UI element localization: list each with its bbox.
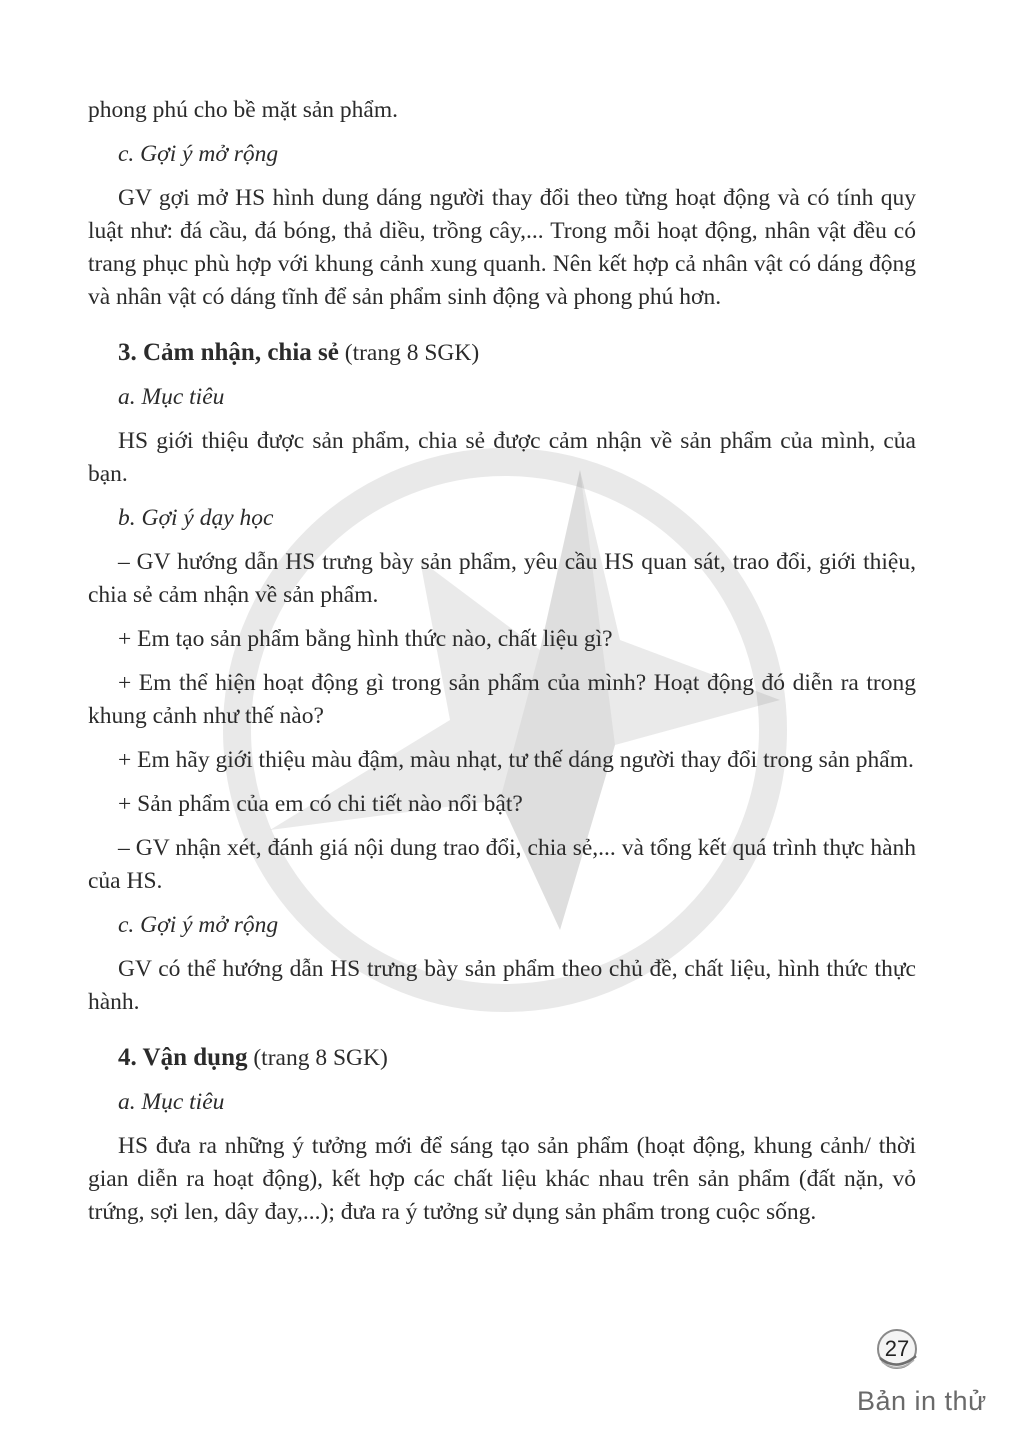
section-3-heading: [118, 336, 916, 370]
s3-b-item: – GV hướng dẫn HS trưng bày sản phẩm, yêu cầu HS quan sát, trao đổi, giới thiệu, chia sẻ cảm nhận về sản phẩm.: [88, 549, 916, 608]
page-content: [88, 94, 916, 1229]
s3-b-item: + Sản phẩm của em có chi tiết nào nổi bật?: [118, 791, 523, 817]
intro-line: phong phú cho bề mặt sản phẩm.: [88, 97, 399, 123]
s2-c-text: GV gợi mở HS hình dung dáng người thay đổi theo từng hoạt động và có tính quy luật như: đá cầu, đá bóng, thả diều, trồng cây,... Trong mỗi hoạt động, nhân vật đều có trang phục phù hợp với khung cảnh xung quanh. Nên kết hợp cả nhân vật có dáng động và nhân vật có dáng tĩnh để sản phẩm sinh động và phong phú hơn.: [88, 185, 916, 310]
s4-a-label: a. Mục tiêu: [118, 1089, 225, 1115]
s3-b-label: b. Gợi ý dạy học: [118, 505, 274, 531]
section-4-title: 4. Vận dụng: [118, 1044, 248, 1071]
draft-label: Bản in thử: [857, 1386, 987, 1416]
page-number-badge: [872, 1326, 922, 1376]
s3-c-label: c. Gợi ý mở rộng: [118, 912, 279, 938]
s3-c-text: GV có thể hướng dẫn HS trưng bày sản phẩm theo chủ đề, chất liệu, hình thức thực hành.: [88, 956, 916, 1015]
s2-c-label: c. Gợi ý mở rộng: [118, 141, 279, 167]
s3-b-item: + Em thể hiện hoạt động gì trong sản phẩm của mình? Hoạt động đó diễn ra trong khung cảnh như thế nào?: [88, 670, 916, 729]
s3-b-item: – GV nhận xét, đánh giá nội dung trao đổi, chia sẻ,... và tổng kết quá trình thực hành của HS.: [88, 835, 916, 894]
s3-a-label: a. Mục tiêu: [118, 384, 225, 410]
section-3-ref: (trang 8 SGK): [338, 340, 480, 366]
page-number: 27: [884, 1336, 910, 1361]
section-4-ref: (trang 8 SGK): [247, 1045, 388, 1071]
section-4-heading: [118, 1041, 916, 1075]
section-3-title: 3. Cảm nhận, chia sẻ: [118, 339, 339, 366]
s3-b-item: + Em tạo sản phẩm bằng hình thức nào, chất liệu gì?: [118, 626, 613, 652]
s4-a-text: HS đưa ra những ý tưởng mới để sáng tạo sản phẩm (hoạt động, khung cảnh/ thời gian diễn ra hoạt động), kết hợp các chất liệu khác nhau trên sản phẩm (đất nặn, vỏ trứng, sợi len, dây đay,...); đưa ra ý tưởng sử dụng sản phẩm trong cuộc sống.: [88, 1133, 916, 1225]
s3-a-text: HS giới thiệu được sản phẩm, chia sẻ được cảm nhận về sản phẩm của mình, của bạn.: [88, 428, 916, 487]
s3-b-item: + Em hãy giới thiệu màu đậm, màu nhạt, tư thế dáng người thay đổi trong sản phẩm.: [118, 747, 914, 773]
